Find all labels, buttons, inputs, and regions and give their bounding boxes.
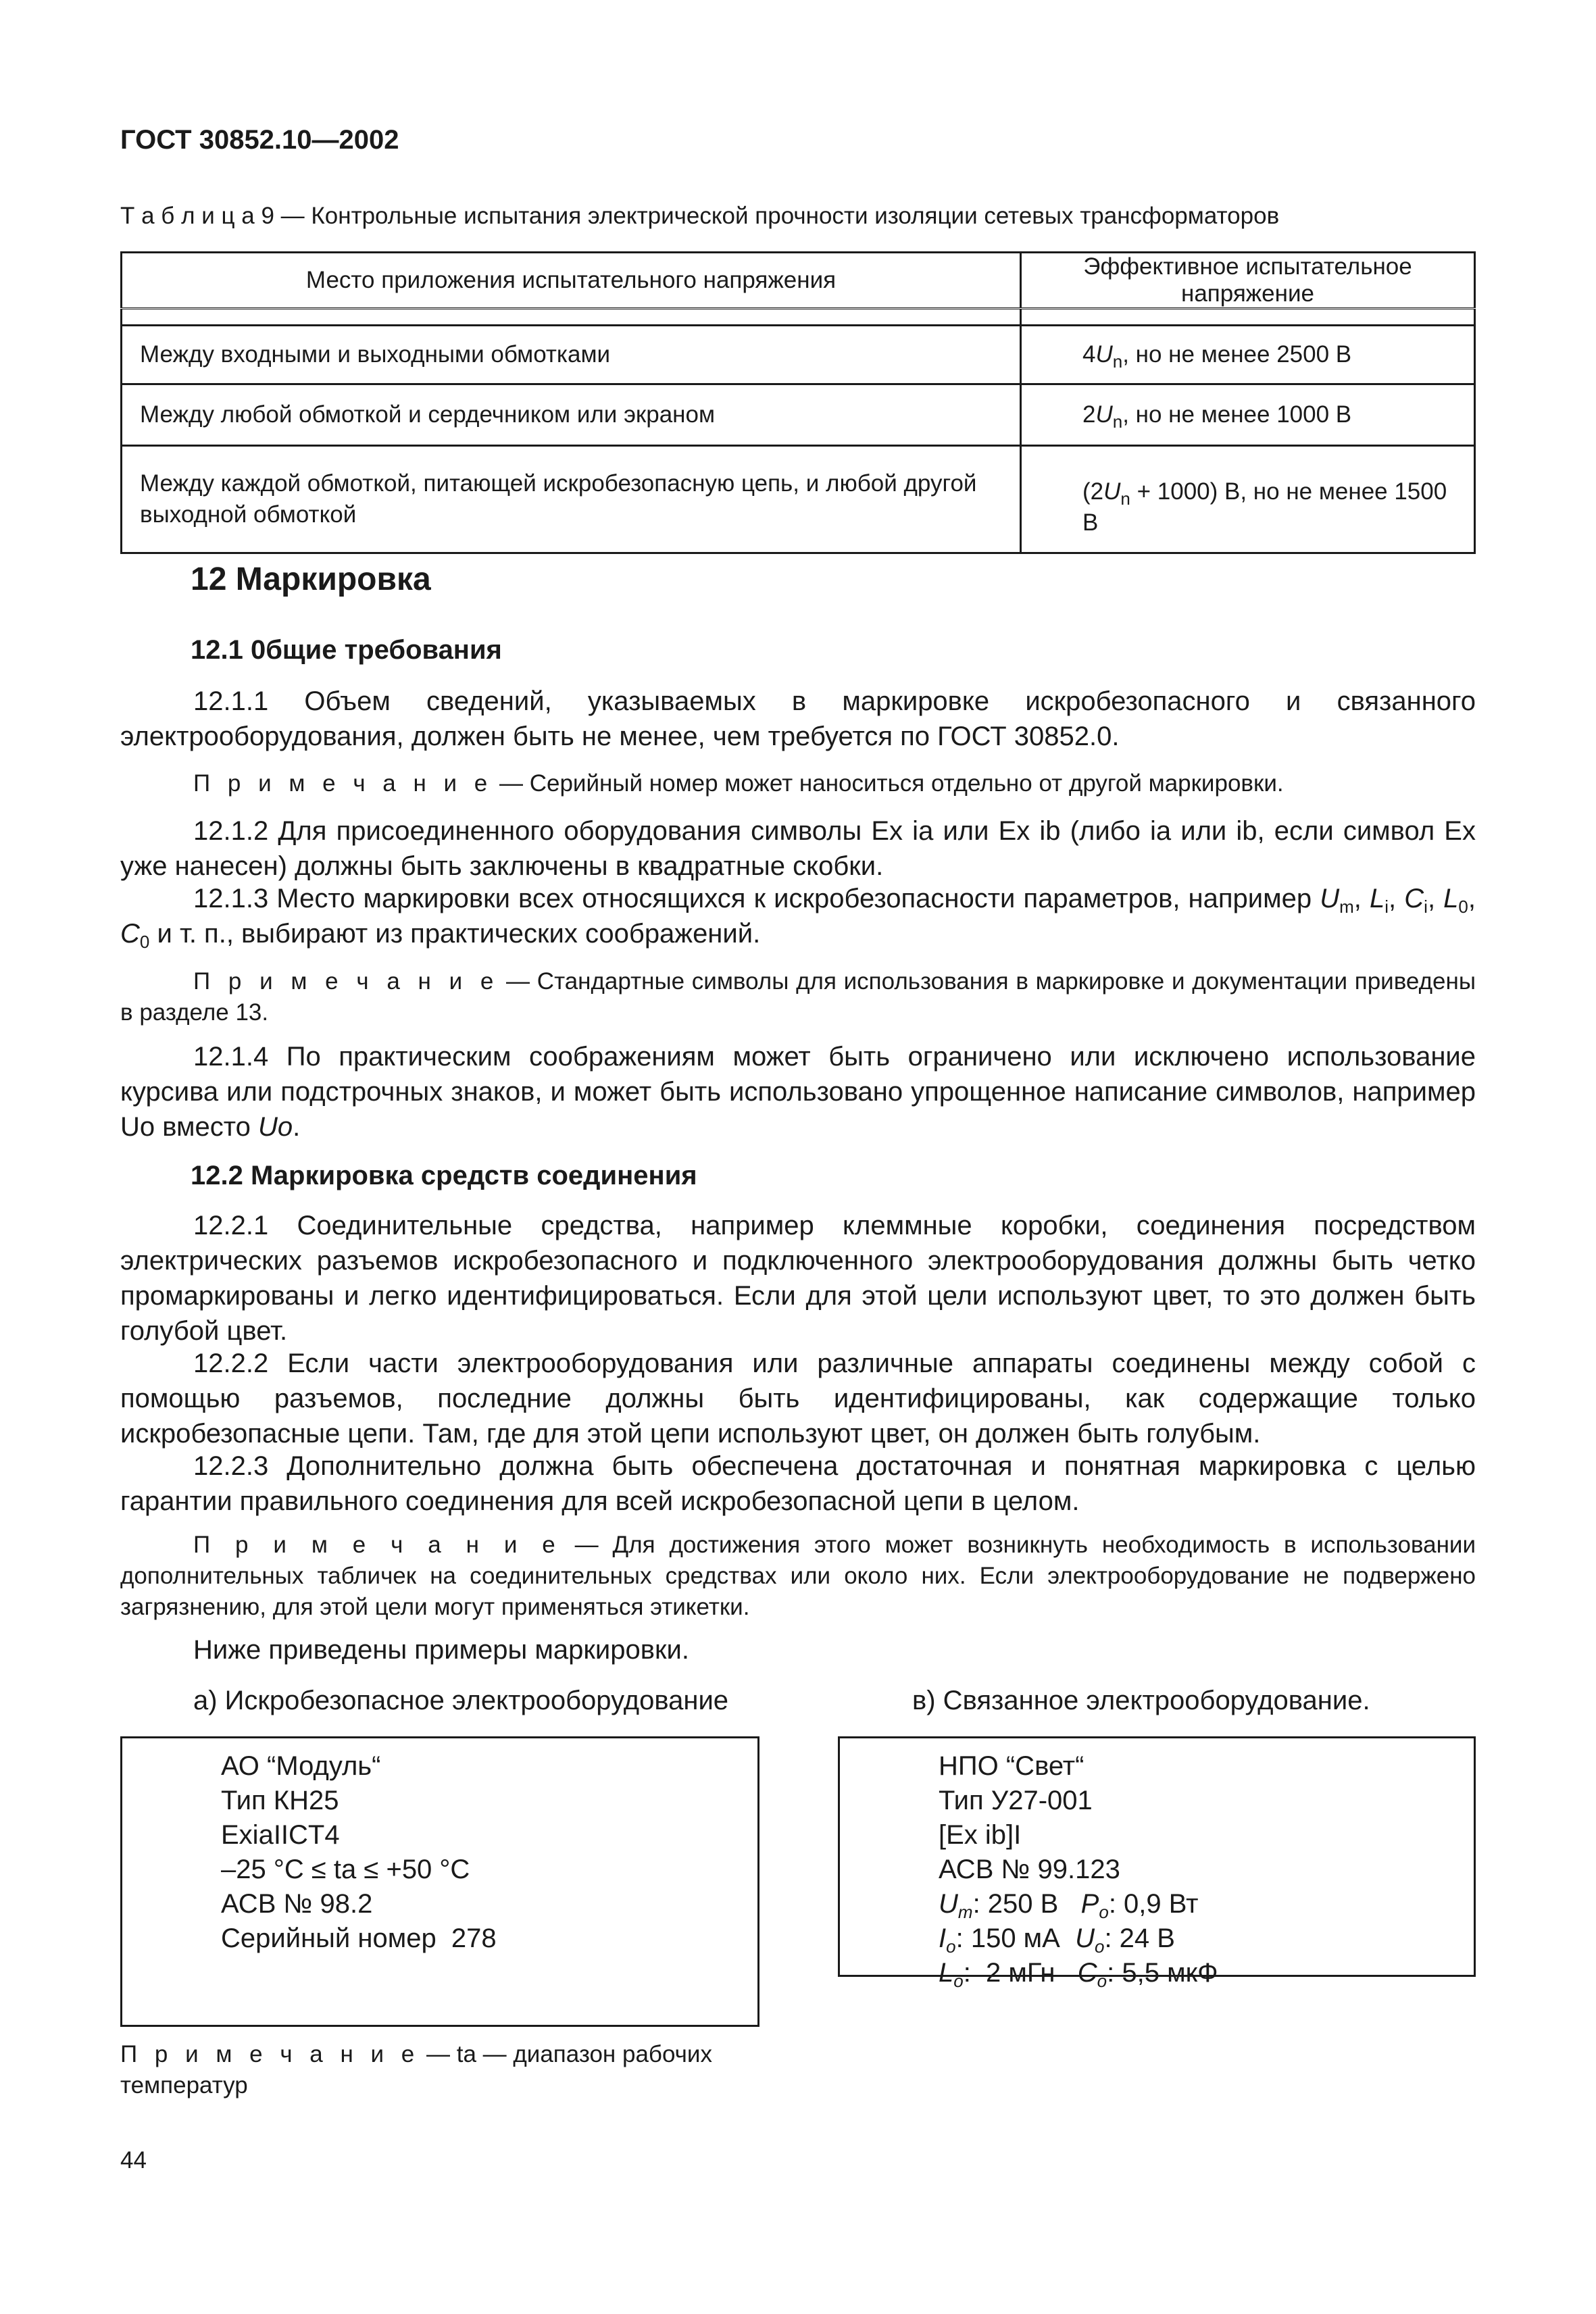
marking-line: АО “Модуль“ — [221, 1751, 381, 1781]
example-a-caption: а) Искробезопасное электрооборудование — [193, 1686, 729, 1715]
table-cell-voltage: $2U_n$, но не менее 1000 В — [1021, 384, 1475, 446]
paragraph-12-2-1: 12.2.1 Соединительные средства, например клеммные коробки, соединения посредством электрических разъемов искробезопасного и подключенного электрооборудования должны быть четко промаркированы и легко идентифицироваться. Если для этой цели используют цвет, то это должен быть голубой цвет. — [120, 1211, 1476, 1346]
table-header-gap — [122, 309, 1475, 326]
table-row — [122, 384, 1475, 446]
note: П р и м е ч а н и е — Серийный номер может наноситься отдельно от другой маркировки. — [193, 770, 1284, 797]
subsection-title: 12.1 0бщие требования — [191, 635, 502, 665]
table-cell-place: Между каждой обмоткой, питающей искробезопасную цепь, и любой другой выходной обмоткой — [122, 446, 1021, 553]
marking-line: АСВ № 98.2 — [221, 1889, 373, 1919]
table-caption-text: 9 — Контрольные испытания электрической прочности изоляции сетевых трансформаторов — [261, 203, 1280, 229]
table-caption — [120, 203, 1279, 230]
marking-example-a — [120, 1736, 759, 2027]
note: П р и м е ч а н и е — ta — диапазон рабочих температур — [120, 2041, 712, 2098]
paragraph-12-1-3: 12.1.3 Место маркировки всех относящихся к искробезопасности параметров, например $U_m$, $L_i$, $C_i$, $L_0$, $C_0$ и т. п., выбирают из практических соображений. — [120, 884, 1476, 952]
table-caption-label: Т а б л и ц а — [120, 203, 255, 229]
examples-intro: Ниже приведены примеры маркировки. — [193, 1635, 689, 1665]
paragraph-12-1-4: 12.1.4 По практическим соображениям может быть ограничено или исключено использование курсива или подстрочных знаков, и может быть использовано упрощенное написание символов, например Uo вместо Uo. — [120, 1042, 1476, 1142]
example-b-caption: в) Связанное электрооборудование. — [912, 1686, 1370, 1715]
subsection-title: 12.2 Маркировка средств соединения — [191, 1161, 697, 1190]
paragraph-12-1-2: 12.1.2 Для присоединенного оборудования символы Ex ia или Ex ib (либо ia или ib, если символ Ex уже нанесен) должны быть заключены в квадратные скобки. — [120, 816, 1476, 881]
table-header-voltage: Эффективное испытательное напряжение — [1021, 253, 1475, 309]
table-cell-voltage: $(2U_n + 1000)$ В, но не менее 1500 В — [1021, 446, 1475, 553]
paragraph-12-1-1: 12.1.1 Объем сведений, указываемых в маркировке искробезопасного и связанного электрооборудования, должен быть не менее, чем требуется по ГОСТ 30852.0. — [120, 686, 1476, 751]
paragraph-12-2-2: 12.2.2 Если части электрооборудования или различные аппараты соединены между собой с помощью разъемов, последние должны быть идентифицированы, как содержащие только искробезопасные цепи. Там, где для этой цепи используют цвет, он должен быть голубым. — [120, 1349, 1476, 1449]
note: П р и м е ч а н и е — Стандартные символы для использования в маркировке и документации приведены в разделе 13. — [120, 968, 1476, 1026]
marking-line: АСВ № 99.123 — [939, 1855, 1120, 1884]
table-cell-place: Между входными и выходными обмотками — [122, 326, 1021, 384]
paragraph-12-2-3: 12.2.3 Дополнительно должна быть обеспечена достаточная и понятная маркировка с целью гарантии правильного соединения для всей искробезопасной цепи в целом. — [120, 1451, 1476, 1516]
note: П р и м е ч а н и е — Для достижения этого может возникнуть необходимость в использовании дополнительных табличек на соединительных средствах или около них. Если электрооборудование не подвержено загрязнению, для этой цели могут применяться этикетки. — [120, 1532, 1476, 1620]
marking-line: Серийный номер 278 — [221, 1923, 497, 1953]
marking-line: –25 °С ≤ ta ≤ +50 °С — [221, 1855, 470, 1884]
document-code: ГОСТ 30852.10—2002 — [120, 125, 399, 155]
marking-example-b — [838, 1736, 1476, 1991]
table-cell-voltage: $4U_n$, но не менее 2500 В — [1021, 326, 1475, 384]
table-cell-place: Между любой обмоткой и сердечником или экраном — [122, 384, 1021, 446]
marking-line: $I_o$: 150 мА $U_o$: 24 В — [939, 1923, 1175, 1957]
table-header-row — [122, 253, 1475, 309]
marking-line: ExiaIICT4 — [221, 1820, 340, 1850]
marking-line: [Ex ib]I — [939, 1820, 1022, 1850]
table-row — [122, 446, 1475, 553]
marking-line: НПО “Свет“ — [939, 1751, 1084, 1781]
table-row — [122, 326, 1475, 384]
marking-line: Тип У27-001 — [939, 1786, 1093, 1815]
insulation-test-table — [120, 251, 1476, 554]
marking-line: $L_o$: 2 мГн $C_o$: 5,5 мкФ — [939, 1958, 1218, 1991]
marking-line: Тип КН25 — [221, 1786, 339, 1815]
table-header-place: Место приложения испытательного напряжения — [122, 253, 1021, 309]
marking-line: $U_m$: 250 В $P_o$: 0,9 Вт — [939, 1889, 1199, 1922]
section-title: 12 Маркировка — [191, 561, 431, 597]
page-number: 44 — [120, 2147, 147, 2173]
